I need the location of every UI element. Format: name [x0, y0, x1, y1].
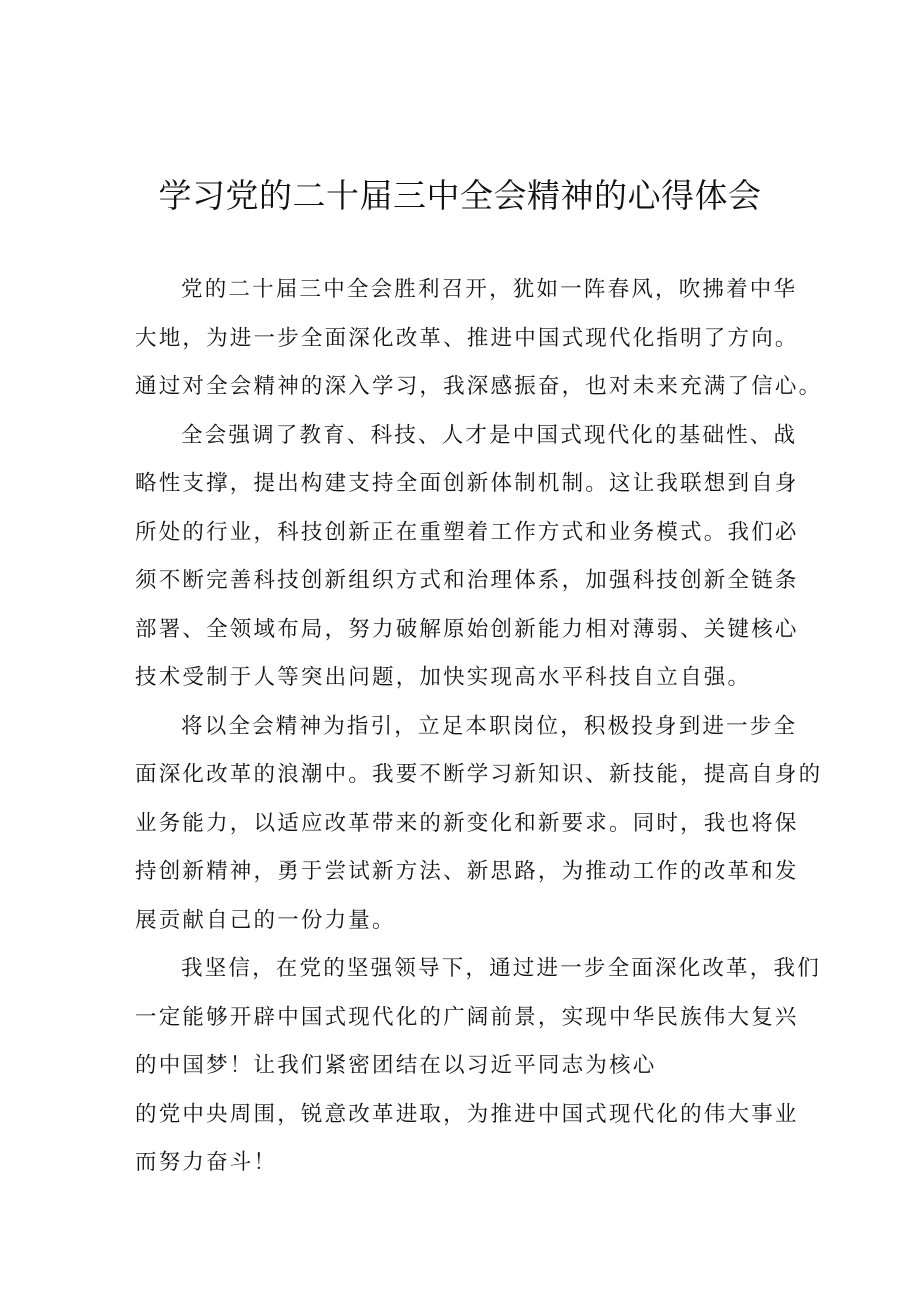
document-body: [135, 266, 823, 1188]
paragraph-3-line-3: 业务能力，以适应改革带来的新变化和新要求。同时，我也将保: [135, 810, 799, 836]
paragraph-3-line-4: 持创新精神，勇于尝试新方法、新思路，为推动工作的改革和发: [135, 859, 799, 884]
paragraph-2-line-1: 全会强调了教育、科技、人才是中国式现代化的基础性、战: [181, 422, 798, 448]
paragraph-4-line-1: 我坚信，在党的坚强领导下，通过进一步全面深化改革，我们: [181, 956, 821, 981]
paragraph-3-line-5: 展贡献自己的一份力量。: [135, 907, 396, 933]
paragraph-4-line-2: 一定能够开辟中国式现代化的广阔前景，实现中华民族伟大复兴: [135, 1004, 799, 1030]
paragraph-4-line-5: 而努力奋斗！: [135, 1150, 278, 1175]
paragraph-2-line-2: 略性支撑，提出构建支持全面创新体制机制。这让我联想到自身: [135, 471, 799, 496]
paragraph-1-line-1: 党的二十届三中全会胜利召开，犹如一阵春风，吹拂着中华: [181, 277, 798, 302]
paragraph-2-line-4: 须不断完善科技创新组织方式和治理体系，加强科技创新全链条: [135, 568, 799, 593]
paragraph-2-line-3: 所处的行业，科技创新正在重塑着工作方式和业务模式。我们必: [135, 519, 799, 545]
paragraph-2-line-5: 部署、全领域布局，努力破解原始创新能力相对薄弱、关键核心: [135, 616, 799, 642]
paragraph-3-line-2: 面深化改革的浪潮中。我要不断学习新知识、新技能，提高自身的: [135, 762, 823, 787]
paragraph-2-line-6: 技术受制于人等突出问题，加快实现高水平科技自立自强。: [135, 665, 752, 690]
paragraph-3-line-1: 将以全会精神为指引，立足本职岗位，积极投身到进一步全: [181, 713, 798, 739]
paragraph-4-line-3: 的中国梦！让我们紧密团结在以习近平同志为核心: [135, 1053, 657, 1078]
paragraph-4-line-4: 的党中央周围，锐意改革进取，为推进中国式现代化的伟大事业: [135, 1101, 799, 1127]
document-title: 学习党的二十届三中全会精神的心得体会: [158, 176, 762, 215]
paragraph-1-line-2: 大地，为进一步全面深化改革、推进中国式现代化指明了方向。: [135, 325, 799, 351]
paragraph-1-line-3: 通过对全会精神的深入学习，我深感振奋，也对未来充满了信心。: [135, 374, 823, 399]
